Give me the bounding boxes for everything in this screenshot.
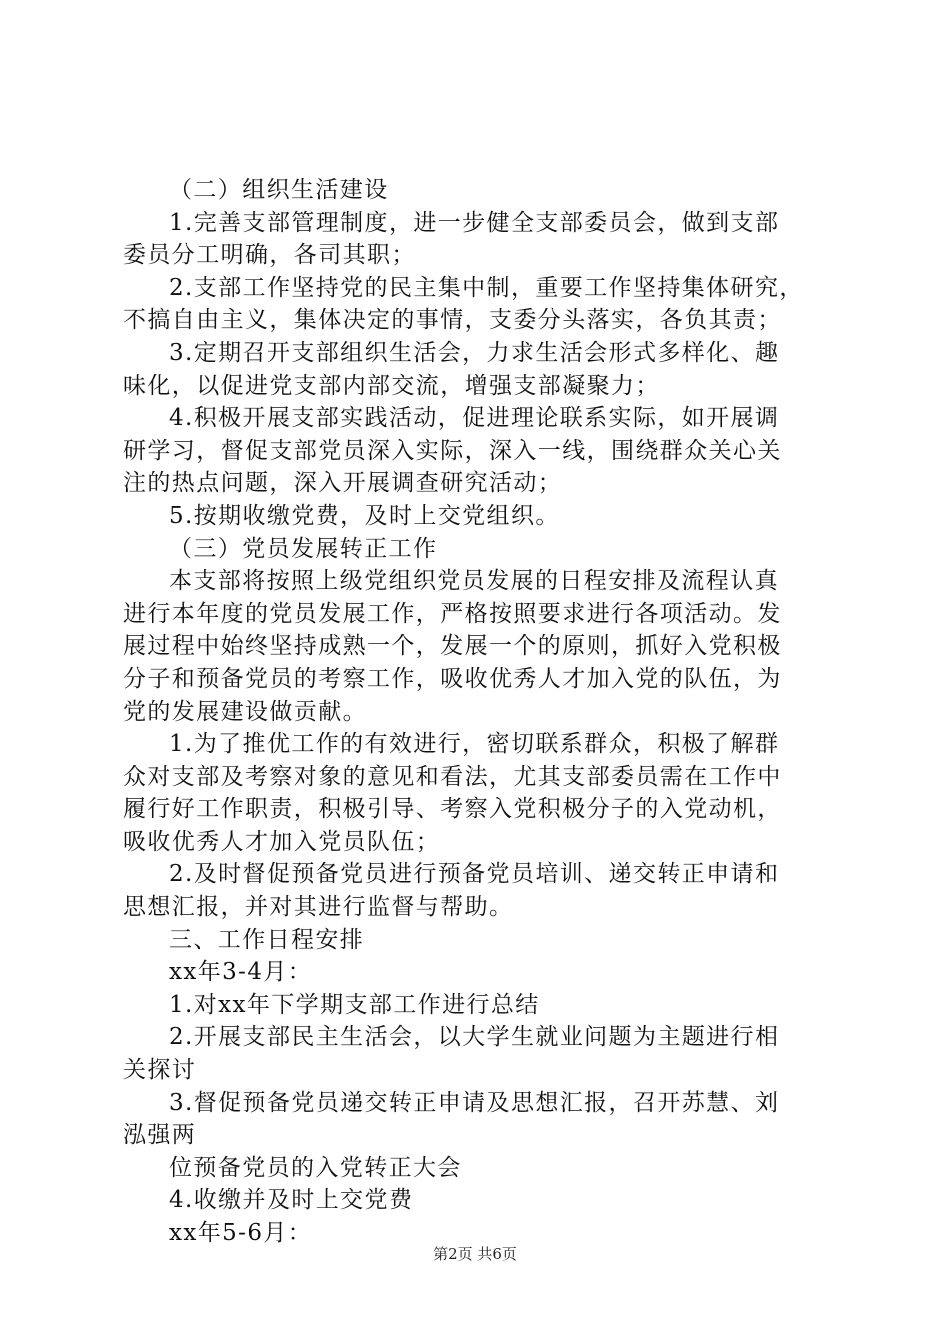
document-line: 党的发展建设做贡献。 (123, 698, 367, 725)
document-line: 履行好工作职责，积极引导、考察入党积极分子的入党动机， (123, 796, 782, 823)
document-line: 位预备党员的入党转正大会 (169, 1154, 462, 1181)
document-line: 4.收缴并及时上交党费 (169, 1187, 414, 1214)
document-line: 1.为了推优工作的有效进行，密切联系群众，积极了解群 (169, 731, 780, 758)
document-line: 展过程中始终坚持成熟一个，发展一个的原则，抓好入党积极 (123, 633, 782, 660)
document-line: （三）党员发展转正工作 (169, 535, 438, 562)
document-line: xx年5-6月： (169, 1220, 313, 1246)
document-line: 4.积极开展支部实践活动，促进理论联系实际，如开展调 (169, 405, 780, 432)
document-line: 不搞自由主义，集体决定的事情，支委分头落实，各负其责； (123, 307, 782, 334)
document-line: 味化，以促进党支部内部交流，增强支部凝聚力； (123, 372, 660, 399)
document-line: xx年3-4月： (169, 959, 313, 986)
document-line: 关探讨 (123, 1057, 197, 1084)
document-line: 3.定期召开支部组织生活会，力求生活会形式多样化、趣 (169, 339, 780, 366)
document-line: 泓强两 (123, 1122, 197, 1149)
document-line: 2.开展支部民主生活会，以大学生就业问题为主题进行相 (169, 1024, 780, 1051)
document-line: 3.督促预备党员递交转正申请及思想汇报，召开苏慧、刘 (169, 1089, 780, 1116)
document-line: 5.按期收缴党费，及时上交党组织。 (169, 502, 560, 529)
document-line: 2.及时督促预备党员进行预备党员培训、递交转正申请和 (169, 861, 780, 888)
document-line: 研学习，督促支部党员深入实际，深入一线，围绕群众关心关 (123, 437, 782, 464)
document-line: 注的热点问题，深入开展调查研究活动； (123, 470, 563, 497)
document-body (123, 174, 835, 1250)
document-line: 吸收优秀人才加入党员队伍； (123, 828, 441, 855)
document-line: 1.完善支部管理制度，进一步健全支部委员会，做到支部 (169, 209, 780, 236)
page-footer: 第2页 共6页 (433, 1245, 517, 1263)
document-line: 2.支部工作坚持党的民主集中制，重要工作坚持集体研究， (169, 274, 804, 301)
document-line: （二）组织生活建设 (169, 177, 389, 203)
document-line: 众对支部及考察对象的意见和看法，尤其支部委员需在工作中 (123, 763, 782, 790)
document-line: 委员分工明确，各司其职； (123, 242, 416, 269)
document-line: 思想汇报，并对其进行监督与帮助。 (123, 894, 514, 921)
document-line: 三、工作日程安排 (169, 926, 365, 953)
document-line: 1.对xx年下学期支部工作进行总结 (169, 991, 540, 1018)
document-line: 进行本年度的党员发展工作，严格按照要求进行各项活动。发 (123, 600, 782, 627)
document-line: 本支部将按照上级党组织党员发展的日程安排及流程认真 (169, 568, 779, 595)
document-line: 分子和预备党员的考察工作，吸收优秀人才加入党的队伍，为 (123, 665, 782, 692)
